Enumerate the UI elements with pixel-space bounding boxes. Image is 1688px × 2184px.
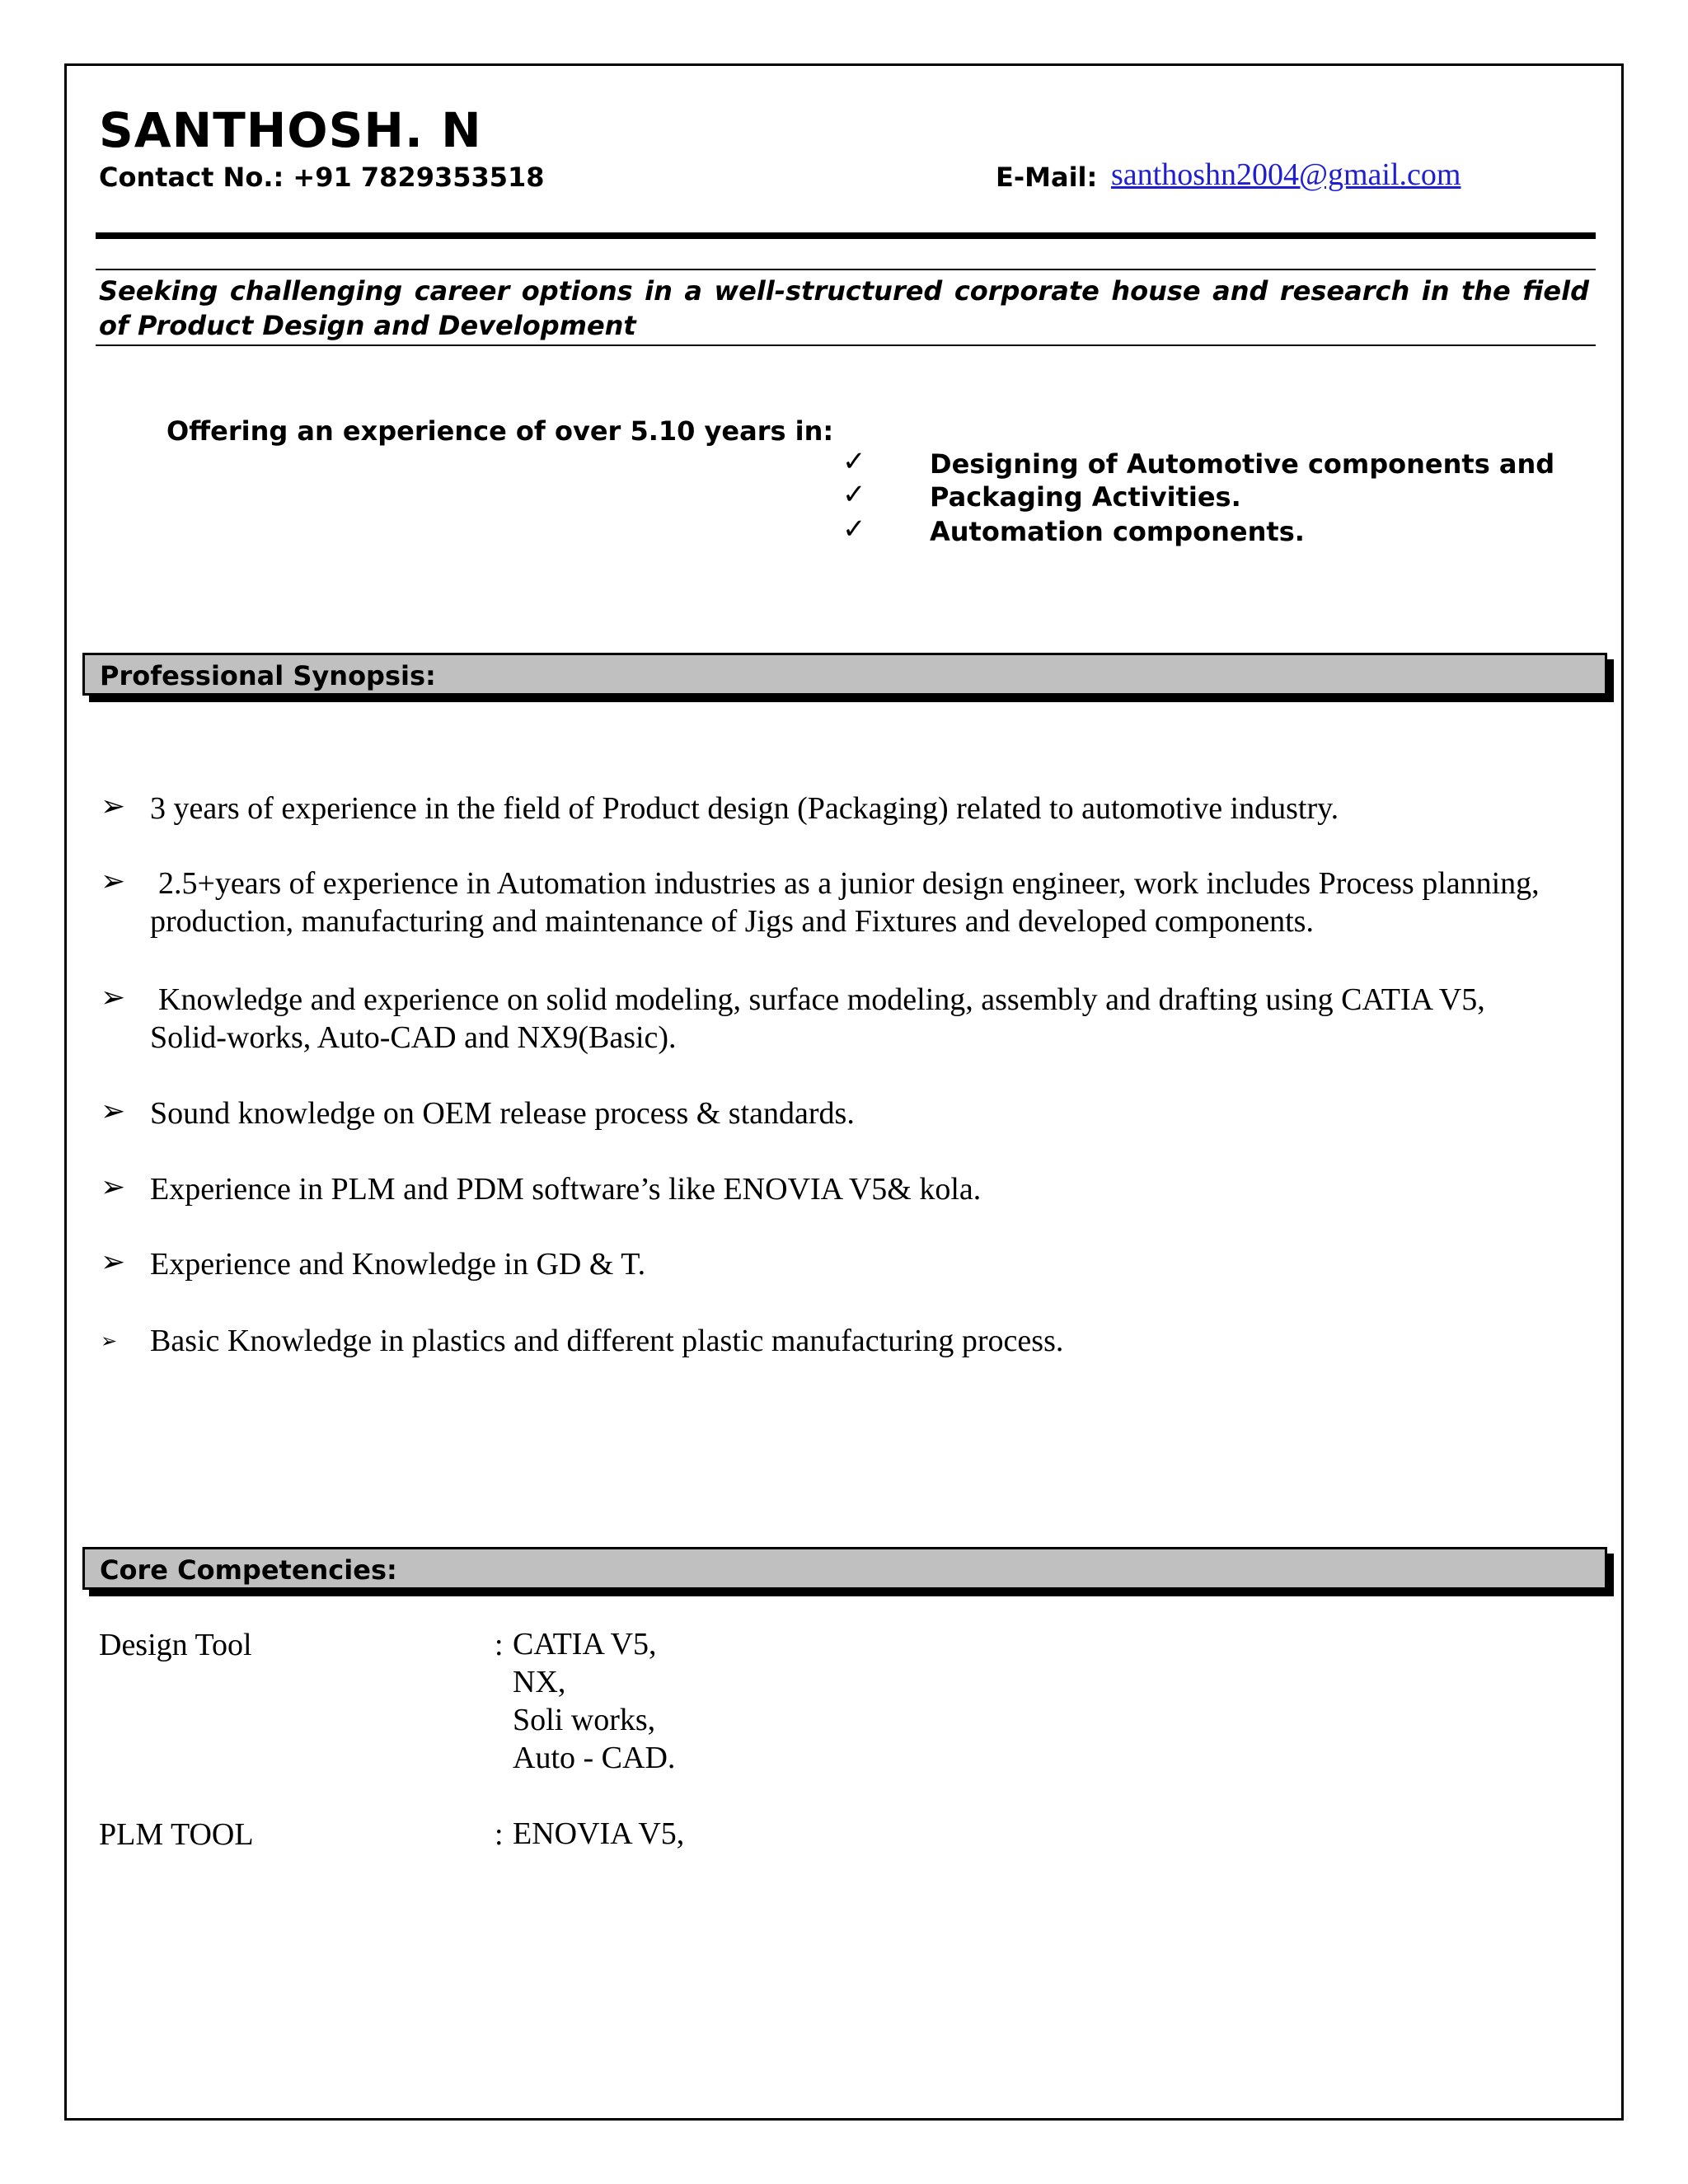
- competency-label: PLM TOOL: [99, 1817, 254, 1852]
- header-divider: [96, 232, 1596, 239]
- competency-colon: :: [495, 1628, 504, 1662]
- arrow-bullet-icon: ➢: [101, 865, 126, 898]
- arrow-bullet-icon: ➢: [101, 1329, 118, 1352]
- section-title: Professional Synopsis:: [100, 660, 436, 691]
- synopsis-item: Experience and Knowledge in GD & T.: [150, 1247, 646, 1282]
- arrow-bullet-icon: ➢: [101, 1245, 126, 1279]
- objective-top-rule: [96, 269, 1596, 270]
- experience-intro: Offering an experience of over 5.10 years in:: [166, 415, 834, 447]
- email-link[interactable]: santhoshn2004@gmail.com: [1111, 157, 1461, 192]
- competency-values: [513, 1815, 684, 1853]
- offering-item: Automation components.: [930, 516, 1305, 547]
- candidate-name: SANTHOSH. N: [99, 102, 482, 158]
- competency-value: Soli works,: [513, 1703, 656, 1737]
- offering-item: Packaging Activities.: [930, 481, 1241, 513]
- objective-bottom-rule: [96, 344, 1596, 346]
- arrow-bullet-icon: ➢: [101, 981, 126, 1015]
- competency-value: NX,: [513, 1665, 566, 1699]
- synopsis-item: Sound knowledge on OEM release process & standards.: [150, 1096, 855, 1131]
- section-header-synopsis: [82, 653, 1607, 696]
- competency-value: CATIA V5,: [513, 1627, 657, 1661]
- offering-item: Designing of Automotive components and: [930, 448, 1555, 480]
- competency-colon: :: [495, 1817, 504, 1852]
- checkmark-icon: ✓: [842, 480, 866, 510]
- synopsis-item: 2.5+years of experience in Automation industries as a junior design engineer, work includes Process planning, production, manufacturing and maintenance of Jigs and Fixtures and developed components.: [150, 866, 1540, 939]
- competency-value: Auto - CAD.: [513, 1741, 676, 1775]
- arrow-bullet-icon: ➢: [101, 790, 126, 823]
- competency-value: ENOVIA V5,: [513, 1816, 685, 1851]
- arrow-bullet-icon: ➢: [101, 1170, 126, 1204]
- arrow-bullet-icon: ➢: [101, 1094, 126, 1128]
- checkmark-icon: ✓: [842, 514, 866, 545]
- email-label: E-Mail:: [996, 162, 1098, 193]
- synopsis-item: Experience in PLM and PDM software’s like ENOVIA V5& kola.: [150, 1172, 982, 1207]
- synopsis-item: Basic Knowledge in plastics and different plastic manufacturing process.: [150, 1324, 1064, 1358]
- synopsis-item: Knowledge and experience on solid modeling, surface modeling, assembly and drafting using CATIA V5, Solid-works, Auto-CAD and NX9(Basic).: [150, 982, 1485, 1055]
- page-border: [64, 63, 1624, 2121]
- section-header-competencies: [82, 1547, 1607, 1590]
- competency-values: [513, 1625, 675, 1777]
- checkmark-icon: ✓: [842, 447, 866, 477]
- synopsis-item: 3 years of experience in the field of Product design (Packaging) related to automotive industry.: [150, 791, 1339, 826]
- section-title: Core Competencies:: [100, 1554, 397, 1586]
- competency-label: Design Tool: [99, 1628, 252, 1662]
- career-objective: Seeking challenging career options in a well-structured corporate house and research in the field of Product Design and Development: [99, 275, 1589, 341]
- contact-number: Contact No.: +91 7829353518: [99, 162, 545, 193]
